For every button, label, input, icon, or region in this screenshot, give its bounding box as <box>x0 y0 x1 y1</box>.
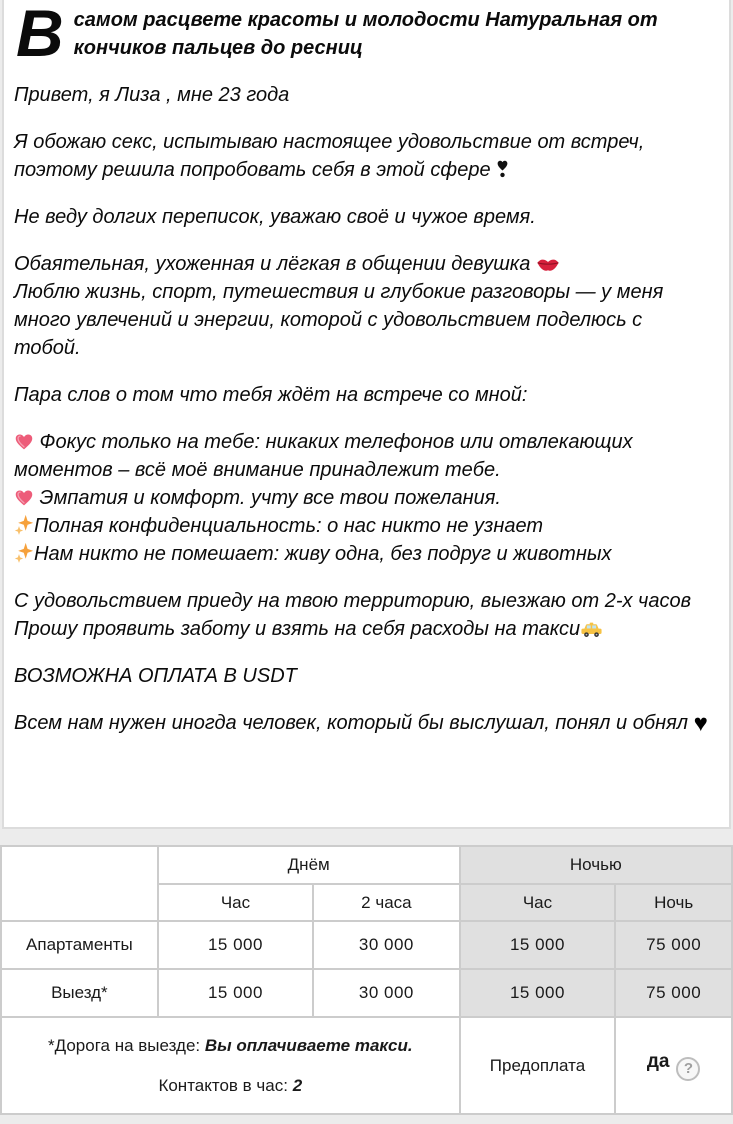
ad-description-panel <box>2 0 731 829</box>
price-outcall-night-hour: 15 000 <box>460 969 616 1017</box>
price-outcall-day-hour: 15 000 <box>158 969 313 1017</box>
contacts-note <box>32 1074 429 1098</box>
dropcap-letter: В <box>16 0 64 70</box>
taxi-icon <box>580 622 603 638</box>
price-outcall-day-2hours: 30 000 <box>313 969 459 1017</box>
contacts-value: 2 <box>292 1075 303 1095</box>
price-outcall-night-night: 75 000 <box>615 969 732 1017</box>
charm-text-2: Люблю жизнь, спорт, путешествия и глубокие разговоры — у меня много увлечений и энергии, которой с удовольствием поделюсь с тобой. <box>14 281 664 359</box>
greeting-paragraph: Привет, я Лиза , мне 23 года <box>14 84 290 106</box>
road-note-label: *Дорога на выезде: <box>48 1035 205 1055</box>
heartpulse-icon <box>14 488 34 507</box>
charm-text-1: Обаятельная, ухоженная и лёгкая в общении девушка <box>14 253 536 275</box>
price-apartments-night-hour: 15 000 <box>460 921 616 969</box>
day-group-header: Днём <box>158 846 460 884</box>
final-paragraph <box>14 709 713 737</box>
row-label-apartments: Апартаменты <box>1 921 158 969</box>
feature-empathy: Эмпатия и комфорт. учту все твои пожелания. <box>34 487 501 509</box>
night-group-header: Ночью <box>460 846 732 884</box>
intro-paragraph <box>14 0 713 70</box>
motivation-paragraph <box>14 128 713 184</box>
heart-exclamation-icon <box>496 157 509 179</box>
col-header-day-hour: Час <box>158 884 313 921</box>
col-header-night-hour: Час <box>460 884 616 921</box>
pricing-table <box>0 845 733 1115</box>
feature-focus: Фокус только на тебе: никаких телефонов или отвлекающих моментов – всё моё внимание принадлежит тебе. <box>14 431 633 481</box>
col-header-day-2hours: 2 часа <box>313 884 459 921</box>
kiss-icon <box>536 257 560 273</box>
travel-text-1: С удовольствием приеду на твою территорию, выезжаю от 2-х часов <box>14 590 692 612</box>
pricing-section <box>0 845 733 1115</box>
intro-text: самом расцвете красоты и молодости Натуральная от кончиков пальцев до ресниц <box>73 9 658 59</box>
col-header-night-night: Ночь <box>615 884 732 921</box>
footnote-cell <box>1 1017 460 1114</box>
motivation-text: Я обожаю секс, испытываю настоящее удовольствие от встреч, поэтому решила попробовать себя в этой сфере <box>14 131 645 181</box>
table-footer-row <box>1 1017 732 1114</box>
prepay-label: Предоплата <box>489 1055 586 1075</box>
road-note <box>32 1034 429 1058</box>
feature-confidentiality: Полная конфиденциальность: о нас никто не узнает <box>34 515 544 537</box>
table-row-apartments <box>1 921 732 969</box>
corner-cell <box>1 846 158 921</box>
usdt-paragraph: ВОЗМОЖНА ОПЛАТА В USDT <box>14 665 297 687</box>
sparkles-icon <box>14 542 34 563</box>
heartpulse-icon <box>14 432 34 451</box>
contacts-label: Контактов в час: <box>158 1075 293 1095</box>
prepay-value: да <box>646 1050 670 1072</box>
table-row-outcall <box>1 969 732 1017</box>
prepay-value-cell <box>615 1017 732 1114</box>
row-label-outcall: Выезд* <box>1 969 158 1017</box>
travel-paragraph <box>14 587 713 643</box>
sparkles-icon <box>14 514 34 535</box>
prepay-label-cell <box>460 1017 616 1114</box>
road-note-bold: Вы оплачиваете такси. <box>204 1035 413 1055</box>
charm-paragraph <box>14 250 713 362</box>
final-text: Всем нам нужен иногда человек, который бы выслушал, понял и обнял <box>14 712 694 734</box>
black-heart-icon: ♥ <box>693 710 708 737</box>
meeting-intro-paragraph: Пара слов о том что тебя ждёт на встрече со мной: <box>14 384 528 406</box>
feature-alone: Нам никто не помешает: живу одна, без подруг и животных <box>34 543 612 565</box>
travel-text-2: Прошу проявить заботу и взять на себя расходы на такси <box>14 618 581 640</box>
features-list <box>14 428 713 568</box>
no-long-chats-paragraph: Не веду долгих переписок, уважаю своё и чужое время. <box>14 206 536 228</box>
price-apartments-day-2hours: 30 000 <box>313 921 459 969</box>
price-apartments-night-night: 75 000 <box>615 921 732 969</box>
price-apartments-day-hour: 15 000 <box>158 921 313 969</box>
help-icon[interactable]: ? <box>676 1057 700 1081</box>
